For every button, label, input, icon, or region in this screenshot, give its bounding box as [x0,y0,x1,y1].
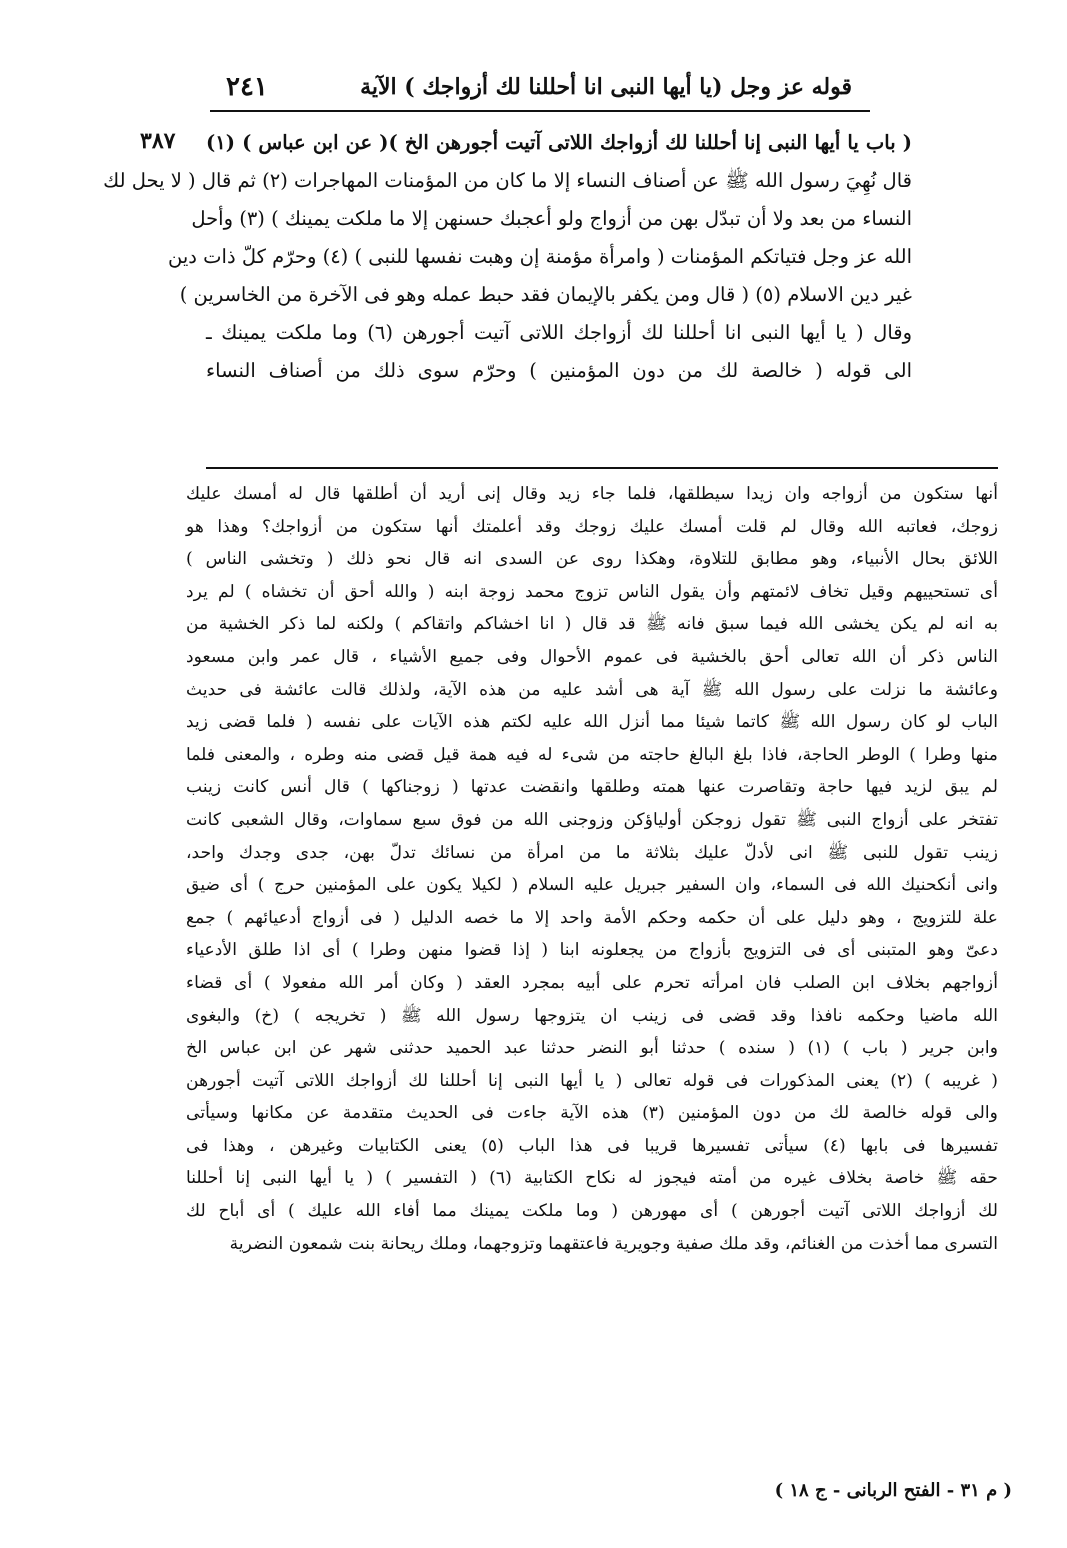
commentary-notes [186,478,998,1260]
footnote-separator [206,467,998,469]
note-line: وابن جرير ( باب ) (١) ( سنده ) حدثنا أبو النضر حدثنا عبد الحميد حدثنى شهر عن ابن عباس الخ [186,1038,998,1059]
note-line: منها وطرا ) الوطر الحاجة، فاذا بلغ البالغ حاجته من شىء له فيه همة قيل قضى منه وطره ، والمعنى فلما [186,744,998,765]
footer-signature: ( م ٣١ - الفتح الربانى - ج ١٨ ) [774,1480,1012,1501]
note-line: أنها ستكون من أزواجه وان زيدا سيطلقها، فلما جاء زيد وقال إنى أريد أن أطلقها قال له أمسك عليك [186,484,998,504]
note-line: أى تستحييهم وقيل تخاف لائمتهم وأن يقول الناس تزوج محمد زوجة ابنه ( والله أحق أن تخشاه ) لم يرد [186,581,998,602]
note-line: تفسيرها فى بابها (٤) سيأتى تفسيرها قريبا فى هذا الباب (٥) يعنى الكتابيات وغيرهن ، وهذا فى [186,1135,998,1156]
note-line: لم يبق لزيد فيها حاجة وتقاصرت عنها همته وطلقها وانقضت عدتها ( زوجناكها ) قال أنس كانت زينب [186,777,998,798]
header-rule [210,110,870,112]
note-line: الله ماضيا وحكمه نافذا وقد قضى فى زينب ان يتزوجها رسول الله ﷺ ( تخريجه ) (خ) والبغوى [186,1005,998,1026]
note-line: علة للتزويج ، وهو دليل على أن حكمه وحكم الأمة واحد إلا ما خصه الدليل ( فى أزواج أدعيائهم ) جمع [186,907,998,928]
note-line: ( غريبه ) (٢) يعنى المذكورات فى قوله تعالى ( يا أيها النبى إنا أحللنا لك أزواجك اللاتى آتيت أجورهن [186,1070,998,1091]
note-line: التسرى مما أخذت من الغنائم، وقد ملك صفية وجويرية فاعتقهما وتزوجهما، وملك ريحانة بنت شمعون النضرية [229,1233,998,1254]
running-title: قوله عز وجل (يا أيها النبى انا أحللنا لك أزواجك ) الآية [360,74,852,100]
hadith-line: وقال ( يا أيها النبى انا أحللنا لك أزواجك اللاتى آتيت أجورهن (٦) وما ملكت يمينك ـ [206,321,913,344]
note-line: حقه ﷺ خاصة بخلاف غيره من أمته فيجوز له نكاح الكتابية (٦) ( التفسير ) ( يا أيها النبى إنا أحللنا [186,1168,998,1189]
note-line: دعىّ وهو المتبنى أى فى التزويج بأزواج من يجعلونه ابنا ( إذا قضوا منهن وطرا ) أى اذا طلق الأدعياء [186,940,998,961]
note-line: تفتخر على أزواج النبى ﷺ تقول زوجكن أولياؤكن وزوجنى الله من فوق سبع سماوات، وقال الشعبى كانت [186,809,998,830]
note-line: والى قوله خالصة لك من دون المؤمنين (٣) هذه الآية جاءت فى الحديث متقدمة عن مكانها وسيأتى [186,1103,998,1124]
running-header [226,70,852,104]
hadith-line: النساء من بعد ولا أن تبدّل بهن من أزواج ولو أعجبك حسنهن إلا ما ملكت يمينك ) (٣) وأحل [191,207,912,230]
hadith-line: الى قوله ( خالصة لك من دون المؤمنين ) وحرّم سوى ذلك من أصناف النساء [206,359,912,382]
note-line: زينب تقول للنبى ﷺ انى لأدلّ عليك بثلاثة ما من امرأة من نسائك تدلّ بهن، جدى وجدك واحد، [186,842,998,863]
note-line: أزواجهم بخلاف ابن الصلب فان امرأته تحرم على أبيه بمجرد العقد ( وكان أمر الله مفعولا ) أى قضاء [186,972,998,993]
hadith-number: ٣٨٧ [140,128,176,154]
page-number: ٢٤١ [226,72,268,102]
note-line: اللائق بحال الأنبياء، وهو مطابق للتلاوة، وهكذا روى عن السدى انه قال نحو ذلك ( وتخشى الناس ) [186,549,998,570]
note-line: زوجك، فعاتبه الله وقال لم قلت أمسك عليك زوجك وقد أعلمتك أنها ستكون من أزواجك؟ وهذا هو [186,516,998,537]
note-line: به انه لم يكن يخشى الله فيما سبق فانه ﷺ قد قال ( انا اخشاكم واتقاكم ) ولكنه لما ذكر الخشية من [186,614,998,635]
hadith-line: الله عز وجل فتياتكم المؤمنات ( وامرأة مؤمنة إن وهبت نفسها للنبى ) (٤) وحرّم كلّ ذات دين [168,245,912,268]
note-line: وعائشة ما نزلت على رسول الله ﷺ آية هى أشد عليه من هذه الآية، ولذلك قالت عائشة فى حديث [186,679,998,700]
hadith-line: قال نُهِيَ رسول الله ﷺ عن أصناف النساء إلا ما كان من المؤمنات المهاجرات (٢) ثم قال ( لا يحل لك [103,169,912,192]
note-line: لك أزواجك اللاتى آتيت أجورهن ) أى مهورهن ( وما ملكت يمينك مما أفاء الله عليك ) أى أباح لك [186,1201,998,1222]
hadith-line: غير دين الاسلام (٥) ( قال ومن يكفر بالإيمان فقد حبط عمله وهو فى الآخرة من الخاسرين ) [179,283,912,306]
note-line: الناس ذكر أن الله تعالى أحق بالخشية فى عموم الأحوال وفى جميع الأشياء ، قال عمر وابن مسعود [186,646,998,667]
hadith-line: ( باب يا أيها النبى إنا أحللنا لك أزواجك اللاتى آتيت أجورهن الخ )( عن ابن عباس ) (١) [206,131,912,154]
note-line: الباب لو كان رسول الله ﷺ كاتما شيئا مما أنزل الله عليه لكتم هذه الآيات على نفسه ( فلما قضى زيد [186,712,998,733]
note-line: وانى أنكحنيك الله فى السماء، وان السفير جبريل عليه السلام ( لكيلا يكون على المؤمنين حرج ) أى ضيق [186,875,998,896]
